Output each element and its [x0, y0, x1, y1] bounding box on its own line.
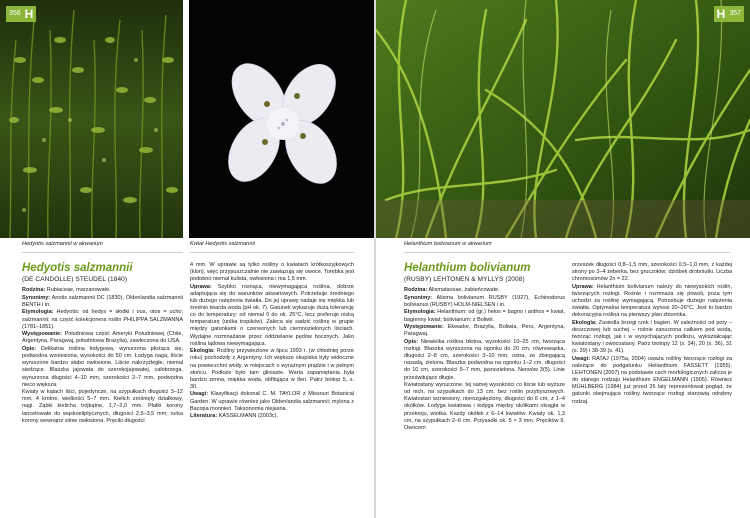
- section-label: Uwagi:: [572, 356, 591, 362]
- entry-paragraph: [572, 284, 732, 319]
- species-title: Helanthium bolivianum: [404, 262, 531, 274]
- section-label: Synonimy:: [404, 294, 433, 301]
- entry-paragraph: [22, 309, 183, 330]
- section-text: Ekwador, Brazylia, Boliwia, Peru, Argentyna, Paragwaj.: [404, 324, 565, 338]
- section-text: Alismataceae, żabieńcowate.: [427, 287, 500, 293]
- section-text: KASSELMANN (2003c).: [217, 413, 279, 420]
- section-text: Klasyfikacji dokonał C. M. TAYLOR z Missouri Botanical Garden. W uprawie również jako Oldenlandia salzmannii; mylona z Bacopa monnieri. Taksonomia niejasna.: [190, 391, 354, 412]
- section-text: Rośliny przywiezione w lipcu 1993 r. (w chłodniej porze roku) pochodziły z Argentyny. Ich większe skupiska były widoczne na powierzchni wody, w miejscach o wyraźnym prądzie i w pełnym słońcu. Podłoże było tam gliniaste. Warta zapamiętania była bardzo zimna, miękka woda, obfitująca w tlen. Patrz biotop 5, s. 30.: [190, 348, 354, 390]
- entry-paragraph: [22, 331, 183, 345]
- right-page: [376, 0, 750, 518]
- section-label: Uwagi:: [190, 391, 209, 398]
- entry-paragraphs: [572, 262, 732, 406]
- section-text: Helanthium: od (gr.) helos = bagno i anthos = kwiat, bagienny kwiat; bolivianum: z Boliwii.: [404, 309, 565, 323]
- section-label: Etymologia:: [404, 309, 436, 316]
- entry-paragraph: [22, 295, 183, 309]
- section-label: Uprawa:: [190, 283, 212, 290]
- section-text: Niewielka roślina błotna, wysokości 10–25 cm, tworząca rozłogi. Blaszka wynurzona na ogonku do 20 cm, równowąska, długości 2–8 cm, szerokości 3–10 mm, ostra, ze zbiegającą nasadą, zielona. Blaszka podwodna na ogonku 1–2 cm, długości do 10 cm, szerokości 5–7 mm, jasnozielona. Nerwów 3(5). Linie prześwitujące długie.: [404, 339, 565, 381]
- section-label: Etymologia:: [22, 309, 54, 316]
- section-label: Opis:: [404, 339, 419, 346]
- section-label: Literatura:: [190, 413, 218, 420]
- caption-rule-a: [22, 252, 183, 253]
- section-label: Występowanie:: [22, 331, 62, 338]
- caption-hedyotis-flower: Kwiat Hedyotis salzmannii: [190, 241, 255, 247]
- section-label: Rodzina:: [404, 287, 428, 293]
- section-label: Ekologia:: [190, 348, 215, 355]
- right-column-2: [572, 262, 732, 406]
- right-column-1: [404, 262, 565, 432]
- section-label: Rodzina:: [22, 287, 46, 293]
- left-page: [0, 0, 374, 518]
- section-text: Południowa część Ameryki Południowej (Chile, Argentyna, Paragwaj, południowa Brazylia), zawleczona do USA.: [22, 331, 183, 345]
- entry-paragraph: [404, 324, 565, 338]
- entry-paragraphs: [190, 262, 354, 420]
- entry-paragraph: [22, 389, 183, 424]
- section-label: Synonimy:: [22, 294, 51, 301]
- entry-paragraph: [404, 295, 565, 309]
- page-number-left: 356: [6, 6, 24, 22]
- section-label: Uprawa:: [572, 283, 594, 290]
- photo-hedyotis-aquarium: [0, 0, 183, 238]
- entry-paragraph: [572, 320, 732, 355]
- entry-paragraph: [190, 413, 354, 420]
- section-label: Opis:: [22, 346, 37, 353]
- entry-paragraph: [190, 391, 354, 412]
- species-author: (RUSBY) LEHTONEN & MYLLYS (2008): [404, 276, 525, 283]
- section-text: orzeszek długości 0,8–1,5 mm, szerokości 0,5–1,0 mm, z każdej strony po 3–4 żeberka, bez gruczołów; dzióbek drobniutki. Liczba chromosomów 2n = 22.: [572, 262, 732, 283]
- section-text: Zasiedla brzegi rzek i bagien. W zależności od pory – deszczowej lub suchej – rośnie zanurzona całkiem pod wodą, tworząc rozłogi, jak i w wysychających podłożu, wykształcając kwiatostany i owocostany. Patrz biotopy 12 (s. 34), 20 (s. 36), 31 (s. 39) i 38-39 (s. 41).: [572, 319, 732, 355]
- entry-paragraphs: [404, 287, 565, 432]
- entry-paragraphs: [22, 287, 183, 425]
- photo-hedyotis-flower: [189, 0, 374, 238]
- section-text: RATAJ (1975a, 2004) uważa rośliny tworzące rozłogi za należące do podgatunku Helianthium FASSETT (1955). LEHTONEN (2007) na podstawie cech morfologicznych zalicza je do starego rodzaju Helanthium ENGELMANN (1905). Również MÜHLBERG (1984) już przed 26 laty reprezentował pogląd, że gatunki obejmujące rośliny tworzące rozłogi stanowią odrębny rodzaj.: [572, 356, 732, 405]
- section-text: Szybko rosnąca, niewymagająca roślina, dobrze adaptująca się do warunków akwariowych. Potrzebuje średniego lub dużego natężenia światła. Do jej uprawy nadaje się miękka lub średnio twarda woda (pH ok. 7). Gatunek wykazuje dużą tolerancję co do temperatury: od niemal 0 do ok. 25°C, lecz preferuje niską temperaturę (unika tropików). Zaleca się sadzić roślinę w grupie między gatunkami o czerwonych lub ciemnozielonych liściach. Wydajne rozmnażanie przez oddzielanie pędów bocznych. Jako roślina lądowa niewymagająca.: [190, 283, 354, 347]
- section-text: 4 mm. W uprawie są tylko rośliny o kwiatach krótkoszyjkowych (klon), więc przypuszczalnie nie zawiązują się owoce. Torebka jest podobno niemal kulista, owłosiona i ma 1,5 mm.: [190, 262, 354, 283]
- entry-paragraph: [572, 356, 732, 406]
- photo-helanthium-aquarium: [376, 0, 750, 238]
- section-text: Rubiaceae, marzanowate.: [45, 287, 111, 293]
- entry-paragraph: [22, 287, 183, 294]
- entry-paragraph: [404, 309, 565, 323]
- entry-paragraph: [190, 262, 354, 283]
- section-label: Występowanie:: [404, 324, 444, 331]
- entry-paragraph: [572, 262, 732, 283]
- entry-paragraph: [190, 348, 354, 391]
- entry-paragraph: [190, 284, 354, 348]
- section-text: Alisma bolivianum RUSBY (1927), Echinodorus bolivianus (RUSBY) HOLM-NIELSEN i in.: [404, 294, 565, 308]
- caption-helanthium-aquarium: Helanthium bolivianum w akwarium: [404, 241, 492, 247]
- section-text: Anotis salzmannii DC (1830), Oldenlandia salzmannii BENTH i in.: [22, 294, 183, 308]
- entry-paragraph: [22, 346, 183, 389]
- section-text: Hedyotis: od hedys = słodki i ous, otos = ucho; salzmannii: na część kolekcjonera roślin PHILIPPA SALZMANNA (1781–1851).: [22, 309, 183, 330]
- section-text: Kwiaty w kątach liści, pojedyncze, na szypułkach długości 3–12 mm, 4 krotne, wielkości 5–7 mm. Kielich zrośnięty działkowy, nagi. Ząbki kielicha trójkątne, 1,7–2,0 mm. Płatki korony lancetowate do wąskoeliptycznych, długości 2,5–3,5 mm; rurka korony wewnątrz silnie owłosiona. Pręciki długości: [22, 389, 183, 424]
- letter-tab-left: H: [22, 6, 36, 22]
- section-label: Ekologia:: [572, 319, 597, 326]
- caption-rule-c: [404, 252, 730, 253]
- caption-rule-b: [190, 252, 354, 253]
- left-column-2: [190, 262, 354, 421]
- page-number-right: 357: [726, 6, 744, 22]
- left-column-1: [22, 262, 183, 425]
- section-text: Helanthium bolivianum należy do niewysokich roślin, tworzących rozłogi. Rośnie i rozmnaża się powoli, poza tym uchodzi za roślinę wymagającą. Potrzebuje dużego natężenia światła. Optymalna temperatura wynosi 20–26°C. Jest to bardzo dekoracyjna roślina na pierwszy plan zbiornika.: [572, 283, 732, 319]
- section-text: Kwiatostany wynurzone, tej samej wysokości co liście lub wyższe od nich, na szypułkach do 13 cm, bez roślin przybyszowych. Kwiatostan wzniesiony, nierozgałęziony, długości do 6 cm, z 1–4 okółków. Łodyga kwiatowa i łodyga między okółkami okrągła w przekroju, wiotka. Każdy okółek z 6–14 kwiatów. Kwiaty ok. 1,3 cm, na szypułkach 2–6 cm. Przysadki ok. 5 × 3 mm. Pręcików 9. Owocem: [404, 382, 565, 431]
- section-text: Delikatna roślina łodygowa, wynurzona płożąca się, podwodna wzniesiona, wysokości do 50 cm. Łodyga naga, liście wynurzone bardzo słabo owłosione. Liście nakrzyżległe, niemal siedzące. Blaszka jajowata do szerokojajowatej, całobrzega, wynurzona długości 4–10 mm, szerokości 2–7 mm, podwodna nieco większa.: [22, 346, 183, 388]
- species-title: Hedyotis salzmannii: [22, 262, 133, 274]
- entry-paragraph: [404, 382, 565, 432]
- letter-tab-right: H: [714, 6, 728, 22]
- caption-hedyotis-aquarium: Hedyotis salzmannii w akwarium: [22, 241, 103, 247]
- entry-paragraph: [404, 339, 565, 382]
- entry-paragraph: [404, 287, 565, 294]
- species-author: (DE CANDOLLE) STEUDEL (1840): [22, 276, 128, 283]
